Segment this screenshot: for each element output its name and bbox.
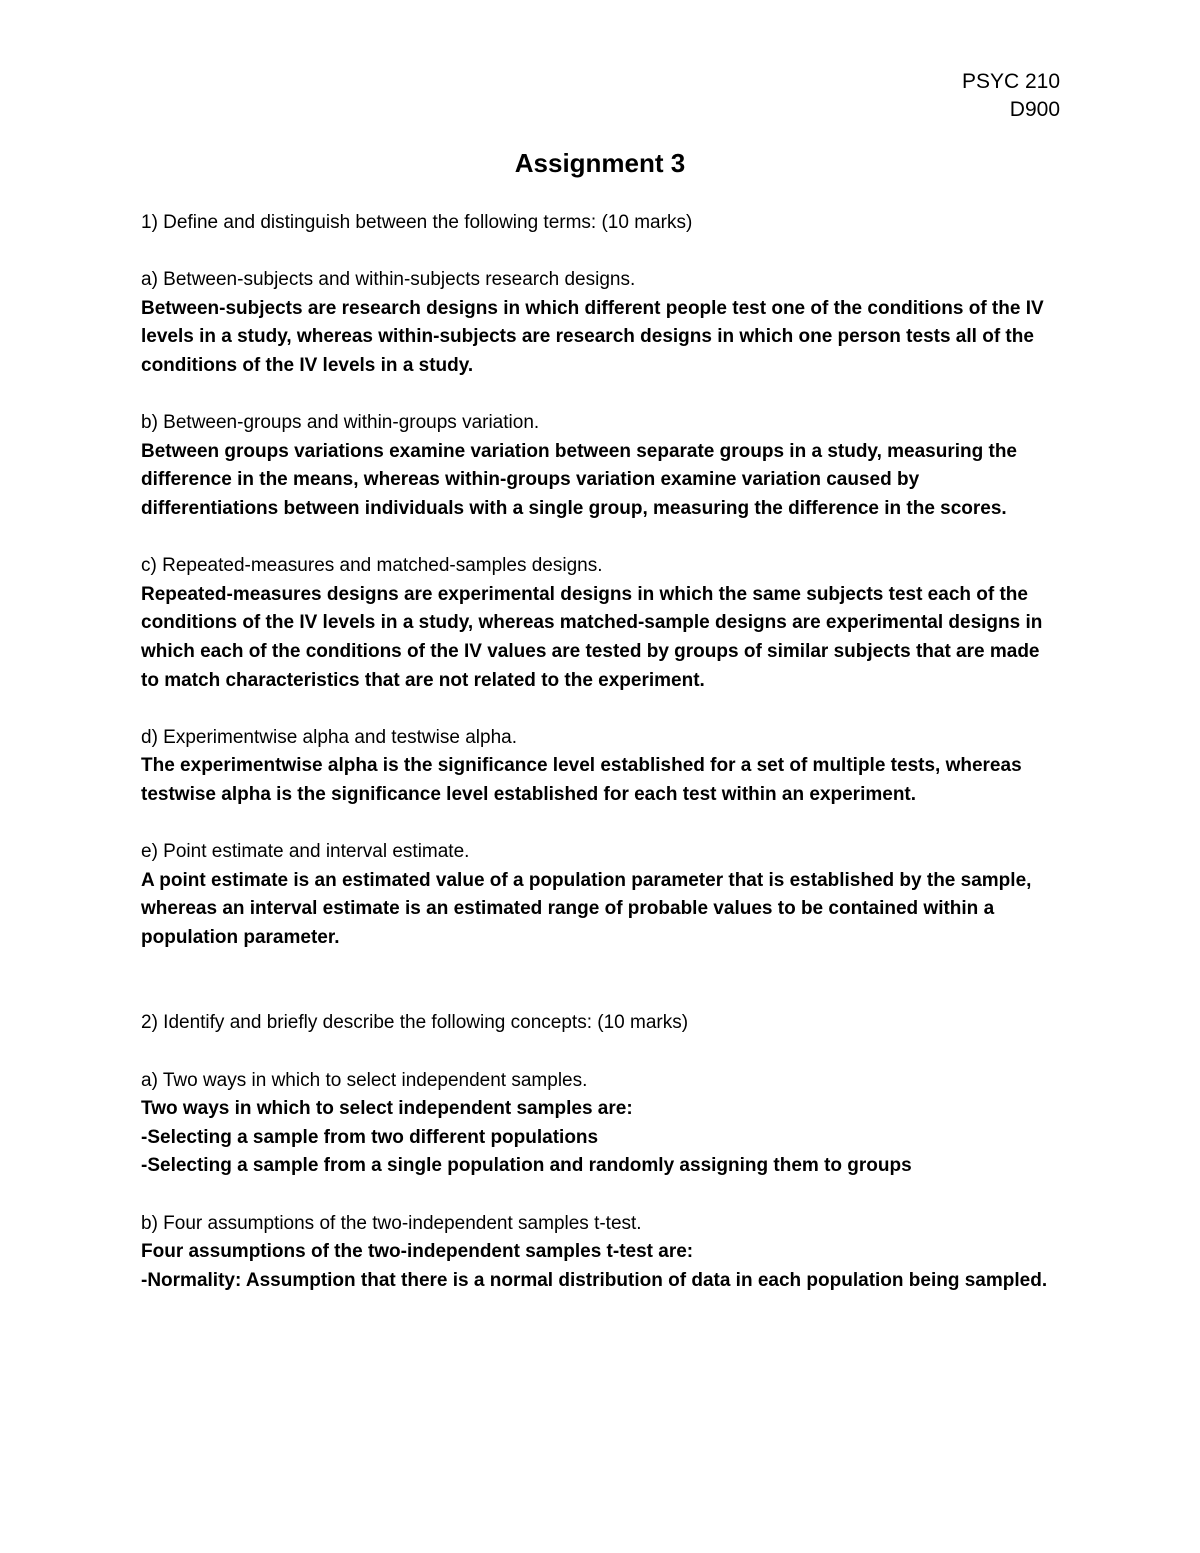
page-title: Assignment 3 [514,148,686,178]
q2b-answer-intro: Four assumptions of the two-independent samples t-test are: [141,1241,694,1263]
q2a-answer-item: -Selecting a sample from a single population and randomly assigning them to groups [141,1155,912,1177]
q1a-prompt: a) Between-subjects and within-subjects research designs. [141,269,636,291]
question-1-heading: 1) Define and distinguish between the following terms: (10 marks) [141,212,693,233]
q1d-answer: The experimentwise alpha is the significance level established for a set of multiple tests, whereas testwise alpha is the significance level established for each test within an experiment. [141,755,1022,805]
q1b-prompt: b) Between-groups and within-groups variation. [141,412,540,434]
q2a-answer-item: -Selecting a sample from two different populations [141,1126,599,1148]
question-2-heading: 2) Identify and briefly describe the following concepts: (10 marks) [141,1012,689,1034]
q1b-answer: Between groups variations examine variation between separate groups in a study, measuring the difference in the means, whereas within-groups variation examine variation caused by differentiations between individuals with a single group, measuring the difference in the scores. [141,440,1018,519]
q1d-prompt: d) Experimentwise alpha and testwise alpha. [141,726,517,748]
section-code: D900 [1009,98,1060,121]
q1c-prompt: c) Repeated-measures and matched-samples designs. [141,555,603,577]
q2b-prompt: b) Four assumptions of the two-independent samples t-test. [141,1212,642,1234]
q2a-prompt: a) Two ways in which to select independent samples. [141,1069,588,1091]
q1c-answer: Repeated-measures designs are experimental designs in which the same subjects test each of the conditions of the IV levels in a study, whereas matched-sample designs are experimental designs in which each of the conditions of the IV values are tested by groups of similar subjects that are made to match characteristics that are not related to the experiment. [141,583,1043,691]
q1e-answer: A point estimate is an estimated value of a population parameter that is established by the sample, whereas an interval estimate is an estimated range of probable values to be contained within a population parameter. [141,869,1032,948]
q1a-answer: Between-subjects are research designs in which different people test one of the conditions of the IV levels in a study, whereas within-subjects are research designs in which one person tests all of the conditions of the IV levels in a study. [141,297,1044,376]
q2a-answer-intro: Two ways in which to select independent samples are: [141,1098,633,1120]
document-header [962,68,1060,124]
document-body [141,209,1061,1295]
q2b-answer-item: -Normality: Assumption that there is a normal distribution of data in each population being sampled. [141,1269,1048,1291]
q1e-prompt: e) Point estimate and interval estimate. [141,841,470,863]
course-code: PSYC 210 [961,70,1060,93]
